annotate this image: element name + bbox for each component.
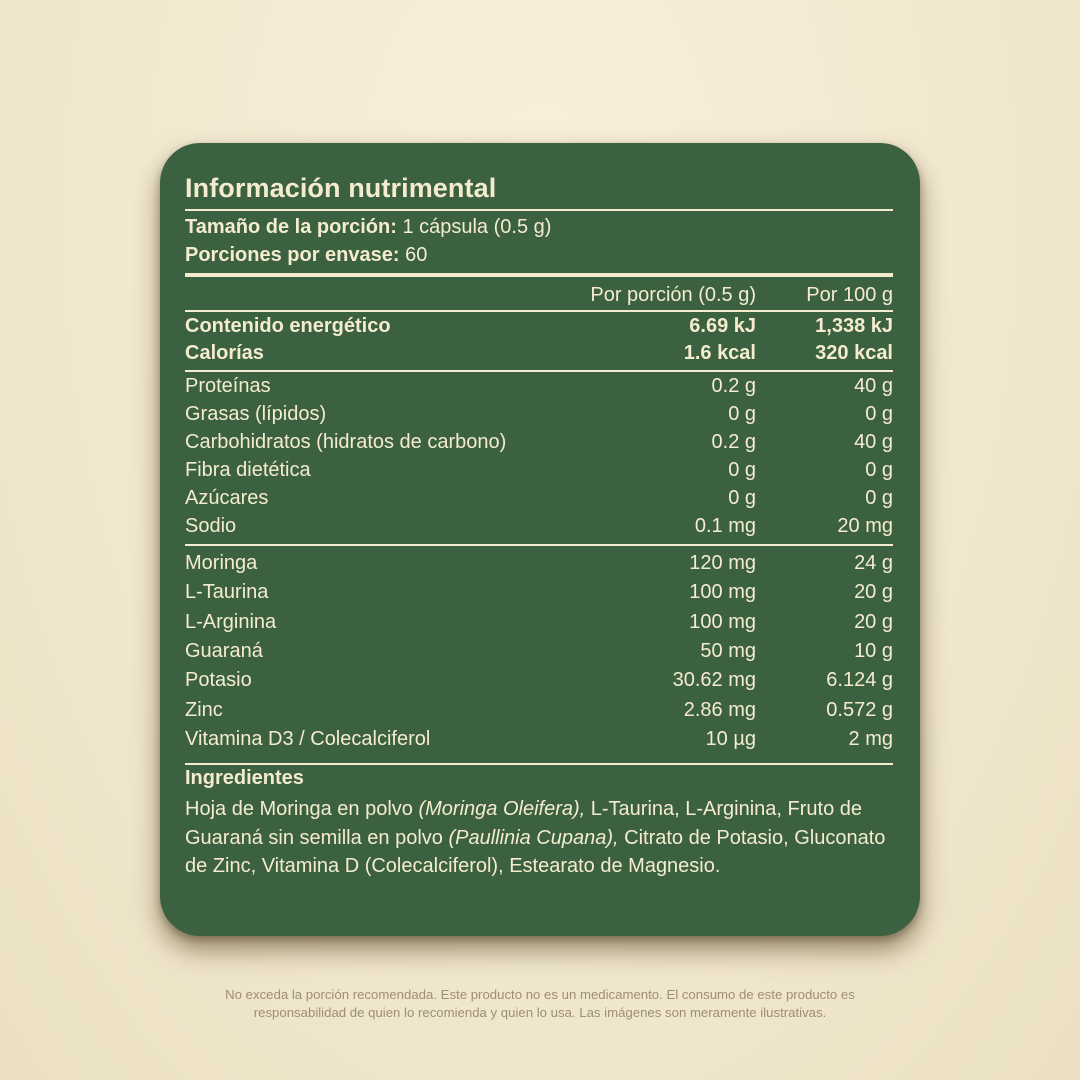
value-per-portion: 0 g — [728, 459, 756, 481]
row-label: Grasas (lípidos) — [185, 403, 327, 425]
disclaimer-line-2: responsabilidad de quien lo recomienda y quien lo usa. Las imágenes son meramente ilustrativas. — [253, 1005, 827, 1020]
value-per-portion: 100 mg — [689, 610, 756, 633]
table-row — [185, 728, 893, 756]
disclaimer — [140, 986, 940, 1022]
disclaimer-line-1: No exceda la porción recomendada. Este producto no es un medicamento. El consumo de este producto es — [225, 987, 855, 1002]
value-per-portion: 0.2 g — [711, 375, 756, 397]
serving-size-value: 1 cápsula (0.5 g) — [402, 216, 552, 238]
divider-actives — [185, 763, 893, 765]
table-row — [185, 315, 893, 343]
value-per-portion: 1.6 kcal — [683, 342, 756, 364]
value-per-portion: 120 mg — [689, 552, 756, 574]
divider-energy — [185, 370, 893, 372]
row-label: Vitamina D3 / Colecalciferol — [185, 727, 431, 750]
row-label: Contenido energético — [185, 315, 391, 337]
servings-label: Porciones por envase: — [185, 244, 400, 266]
serving-size-line — [185, 216, 893, 239]
value-per-100g: 0.572 g — [826, 698, 893, 721]
row-label: Azúcares — [185, 487, 269, 509]
servings-value: 60 — [405, 244, 428, 266]
ingredients-text — [185, 795, 893, 881]
value-per-100g: 320 kcal — [815, 342, 893, 364]
value-per-portion: 10 µg — [705, 727, 756, 750]
table-row — [185, 669, 893, 697]
ingredient-text-part: Hoja de Moringa en polvo — [185, 798, 419, 820]
row-label: Zinc — [185, 698, 223, 721]
value-per-portion: 2.86 mg — [683, 698, 756, 721]
row-label: L-Arginina — [185, 610, 277, 633]
ingredient-scientific-name: (Moringa Oleifera), — [418, 798, 586, 820]
value-per-100g: 20 mg — [837, 515, 893, 537]
value-per-100g: 0 g — [865, 459, 893, 481]
row-label: Moringa — [185, 552, 258, 574]
value-per-portion: 0.1 mg — [694, 515, 756, 537]
value-per-100g: 20 g — [854, 581, 893, 604]
table-row — [185, 640, 893, 668]
row-label: Potasio — [185, 669, 252, 692]
row-label: Proteínas — [185, 375, 271, 397]
value-per-portion: 0.2 g — [711, 431, 756, 453]
table-row — [185, 515, 893, 543]
value-per-100g: 0 g — [865, 403, 893, 425]
value-per-portion: 30.62 mg — [672, 669, 756, 692]
value-per-portion: 0 g — [728, 487, 756, 509]
table-row — [185, 375, 893, 403]
row-label: Guaraná — [185, 639, 263, 662]
table-row — [185, 552, 893, 580]
divider-nutrients — [185, 544, 893, 546]
divider-thick — [185, 273, 893, 277]
servings-per-container-line — [185, 244, 893, 267]
value-per-portion: 0 g — [728, 403, 756, 425]
value-per-100g: 1,338 kJ — [815, 315, 893, 337]
ingredients-title: Ingredientes — [185, 767, 304, 789]
row-label: Fibra dietética — [185, 459, 311, 481]
value-per-100g: 10 g — [854, 639, 893, 662]
value-per-100g: 40 g — [854, 431, 893, 453]
column-header-per-portion: Por porción (0.5 g) — [590, 284, 756, 306]
value-per-portion: 50 mg — [700, 639, 756, 662]
column-header-per-100g: Por 100 g — [806, 284, 893, 306]
table-row — [185, 342, 893, 370]
ingredient-scientific-name: (Paullinia Cupana), — [448, 826, 619, 849]
row-label: L-Taurina — [185, 581, 269, 604]
table-row — [185, 581, 893, 609]
value-per-portion: 6.69 kJ — [689, 315, 756, 337]
value-per-100g: 20 g — [854, 610, 893, 633]
row-label: Calorías — [185, 342, 264, 364]
nutrition-facts-card — [160, 143, 920, 936]
ingredient-text-part: L-Taurina, L-Arginina, Fruto de Guaraná sin semilla en polvo — [185, 798, 863, 849]
serving-size-label: Tamaño de la porción: — [185, 216, 397, 238]
ingredient-text-part: Citrato de Potasio, Gluconato de Zinc, Vitamina D (Colecalciferol), Estearato de Magnesio. — [185, 826, 886, 877]
row-label: Sodio — [185, 515, 237, 537]
row-label: Carbohidratos (hidratos de carbono) — [185, 431, 507, 453]
value-per-100g: 0 g — [865, 487, 893, 509]
label-title: Información nutrimental — [185, 173, 497, 203]
value-per-100g: 6.124 g — [826, 669, 893, 692]
column-headers — [185, 284, 893, 312]
divider-columns — [185, 310, 893, 312]
table-row — [185, 403, 893, 431]
value-per-100g: 40 g — [854, 375, 893, 397]
table-row — [185, 487, 893, 515]
value-per-100g: 2 mg — [848, 727, 893, 750]
value-per-portion: 100 mg — [689, 581, 756, 604]
divider-title — [185, 209, 893, 211]
value-per-100g: 24 g — [854, 552, 893, 574]
table-row — [185, 459, 893, 487]
table-row — [185, 611, 893, 639]
table-row — [185, 431, 893, 459]
table-row — [185, 699, 893, 727]
